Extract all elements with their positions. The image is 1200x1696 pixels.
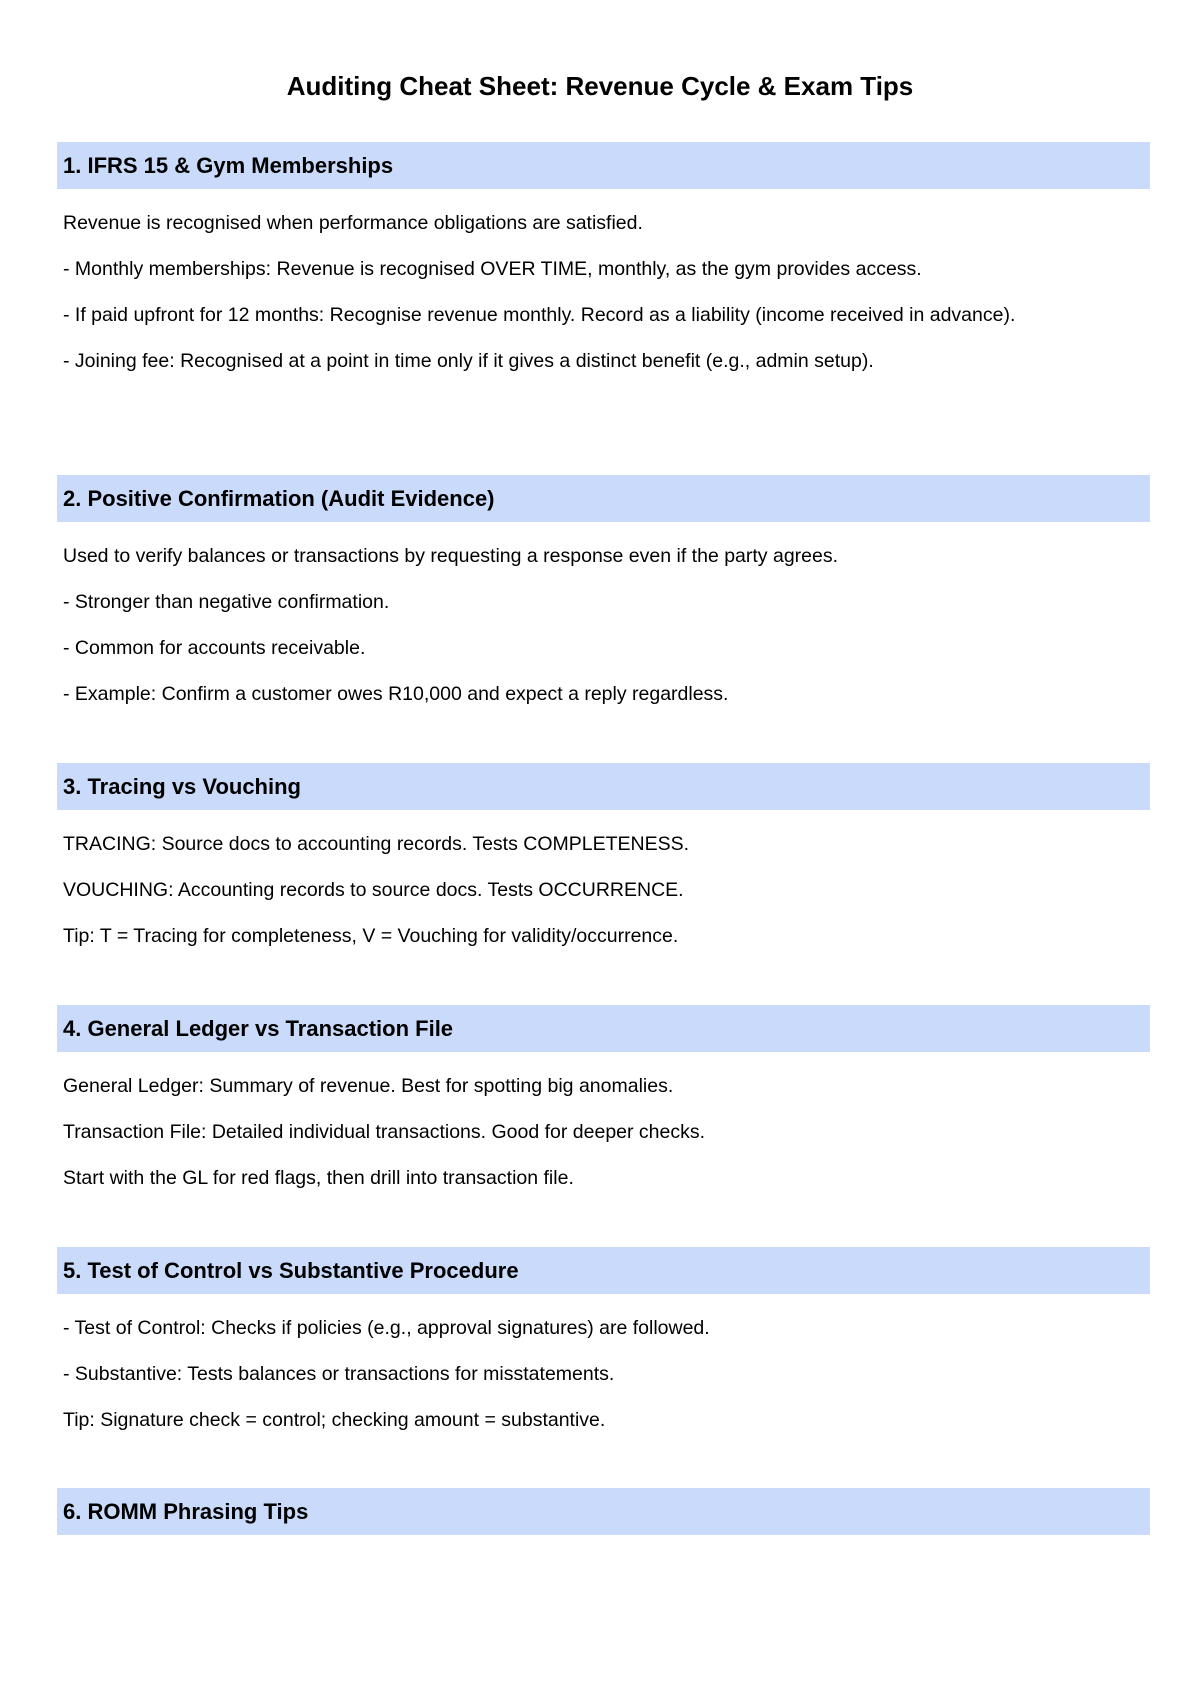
section-line: VOUCHING: Accounting records to source docs. Tests OCCURRENCE. xyxy=(63,879,684,901)
section-line: - If paid upfront for 12 months: Recognise revenue monthly. Record as a liability (income received in advance). xyxy=(63,304,1016,326)
document-title: Auditing Cheat Sheet: Revenue Cycle & Exam Tips xyxy=(286,71,914,101)
section-line: Tip: Signature check = control; checking amount = substantive. xyxy=(63,1409,606,1431)
section-body-positive-confirmation xyxy=(63,533,1143,717)
section-line: - Stronger than negative confirmation. xyxy=(63,591,390,613)
section-heading-tracing-vouching: 3. Tracing vs Vouching xyxy=(57,763,1150,810)
section-heading-test-of-control: 5. Test of Control vs Substantive Procedure xyxy=(57,1247,1150,1294)
section-line: TRACING: Source docs to accounting records. Tests COMPLETENESS. xyxy=(63,833,690,855)
section-line: Tip: T = Tracing for completeness, V = Vouching for validity/occurrence. xyxy=(63,925,679,947)
section-line: - Common for accounts receivable. xyxy=(63,637,366,659)
section-body-test-of-control xyxy=(63,1305,1143,1443)
section-body-ifrs15 xyxy=(63,200,1143,384)
section-line: - Substantive: Tests balances or transactions for misstatements. xyxy=(63,1363,615,1385)
section-line: - Joining fee: Recognised at a point in time only if it gives a distinct benefit (e.g., admin setup). xyxy=(63,350,874,372)
section-line: Used to verify balances or transactions by requesting a response even if the party agrees. xyxy=(63,545,839,567)
section-line: - Test of Control: Checks if policies (e.g., approval signatures) are followed. xyxy=(63,1317,710,1339)
section-body-tracing-vouching xyxy=(63,821,1143,959)
section-heading-ifrs15: 1. IFRS 15 & Gym Memberships xyxy=(57,142,1150,189)
section-line: Transaction File: Detailed individual transactions. Good for deeper checks. xyxy=(63,1121,706,1143)
section-heading-romm-phrasing: 6. ROMM Phrasing Tips xyxy=(57,1488,1150,1535)
section-heading-general-ledger: 4. General Ledger vs Transaction File xyxy=(57,1005,1150,1052)
section-line: - Monthly memberships: Revenue is recognised OVER TIME, monthly, as the gym provides access. xyxy=(63,258,922,280)
section-line: General Ledger: Summary of revenue. Best for spotting big anomalies. xyxy=(63,1075,674,1097)
section-line: Revenue is recognised when performance obligations are satisfied. xyxy=(63,212,643,234)
section-heading-positive-confirmation: 2. Positive Confirmation (Audit Evidence) xyxy=(57,475,1150,522)
section-line: Start with the GL for red flags, then drill into transaction file. xyxy=(63,1167,574,1189)
section-body-general-ledger xyxy=(63,1063,1143,1201)
section-line: - Example: Confirm a customer owes R10,000 and expect a reply regardless. xyxy=(63,683,729,705)
